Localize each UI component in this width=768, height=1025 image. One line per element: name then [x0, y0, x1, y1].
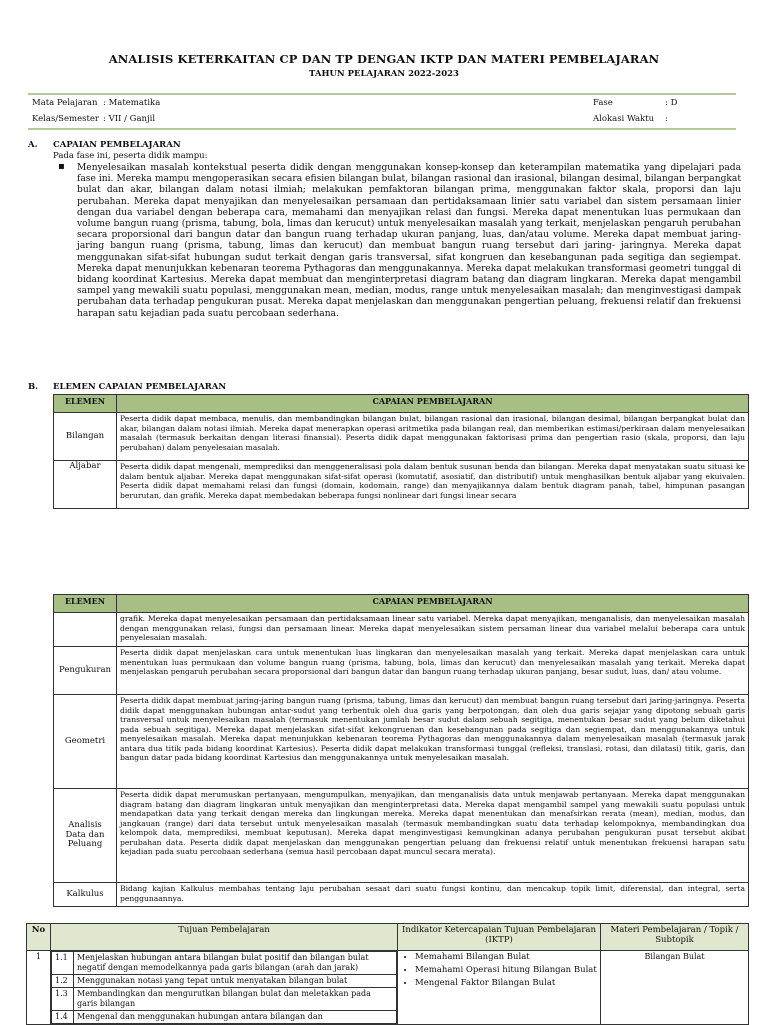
iktp-item: • Mengenal Faktor Bilangan Bulat: [415, 978, 597, 988]
alokasi-label: Alokasi Waktu: [593, 114, 655, 124]
elemen-description: grafik. Mereka dapat menyelesaikan persamaan dan pertidaksamaan linear satu variabel. Mereka dapat menyajikan, menganalisis, dan menyelesaikan masalah dengan menggunakan relasi, fungsi dan persamaan linear. Mereka dapat menyelesaikan sistem persaman linear dua variabel melalui beberapa cara untuk penyelesaian masalah.: [117, 613, 749, 647]
col-header-capaian: CAPAIAN PEMBELAJARAN: [117, 395, 749, 413]
table-row: [54, 413, 749, 461]
mapel-value: : Matematika: [103, 98, 161, 108]
document-subtitle: TAHUN PELAJARAN 2022-2023: [309, 69, 459, 79]
col-header-elemen: ELEMEN: [54, 595, 117, 613]
elemen-name: Kalkulus: [54, 883, 117, 907]
table-row: [54, 613, 749, 647]
table-header-row: [54, 595, 749, 613]
elemen-description: Peserta didik dapat membaca, menulis, dan membandingkan bilangan bulat, bilangan rasional dan irasional, bilangan desimal, bilangan berpangkat bulat dan akar, bilangan dalam notasi ilmiah. Mereka dapat menerapkan operasi aritmetika pada bilangan real, dan memberikan estimasi/perkiraan dalam menyelesaikan masalah (termasuk berkaitan dengan literasi finansial). Peserta didik dapat menggunakan faktorisasi prima dan pengertian rasio (skala, proporsi, dan laju perubahan) dalam penyelesaian masalah.: [117, 413, 749, 461]
elemen-name: Bilangan: [54, 413, 117, 461]
elemen-name: Pengukuran: [54, 647, 117, 695]
table-row: [27, 951, 749, 1025]
col-header-iktp: Indikator Ketercapaian Tujuan Pembelajaran (IKTP): [398, 924, 601, 951]
tp-item-number: 1.2: [52, 975, 74, 988]
section-a-letter: A.: [28, 140, 38, 150]
section-a-intro: Pada fase ini, peserta didik mampu:: [53, 151, 208, 161]
iktp-list: [401, 952, 597, 988]
tp-item-number: 1.3: [52, 988, 74, 1011]
tp-item: [52, 952, 397, 975]
tp-item: [52, 975, 397, 988]
capaian-pembelajaran-text: Menyelesaikan masalah kontekstual peserta didik dengan menggunakan konsep-konsep dan keterampilan matematika yang dipelajari pada fase ini. Mereka mampu mengoperasikan secara efisien bilangan bulat, bilangan rasional dan irasional, bilangan desimal, bilangan berpangkat bulat dan akar, bilangan dalam notasi ilmiah; melakukan pemfaktoran bilangan prima, menggunakan faktor skala, proporsi dan laju perubahan. Mereka dapat menyajikan dan menyelesaikan persamaan dan pertidaksamaan linier satu variabel dan sistem persamaan linier dengan dua variabel dengan beberapa cara, memahami dan menyajikan relasi dan fungsi. Mereka dapat menentukan luas permukaan dan volume bangun ruang (prisma, tabung, bola, limas dan kerucut) untuk menyelesaikan masalah yang terkait, menjelaskan pengaruh perubahan secara proporsional dari bangun datar dan bangun ruang terhadap ukuran panjang, luas, dan/atau volume. Mereka dapat membuat jaring-jaring bangun ruang (prisma, tabung, limas dan kerucut) dan membuat bangun ruang tersebut dari jaring- jaringnya. Mereka dapat menggunakan sifat-sifat hubungan sudut terkait dengan garis transversal, sifat kongruen dan kesebangunan pada segitiga dan segiempat. Mereka dapat menunjukkan kebenaran teorema Pythagoras dan menggunakannya. Mereka dapat melakukan transformasi geometri tunggal di bidang koordinat Kartesius. Mereka dapat membuat dan menginterpretasi diagram batang dan diagram lingkaran. Mereka dapat mengambil sampel yang mewakili suatu populasi, menggunakan mean, median, modus, range untuk menyelesaikan masalah; dan menginvestigasi dampak perubahan data terhadap pengukuran pusat. Mereka dapat menjelaskan dan menggunakan pengertian peluang, frekuensi relatif dan frekuensi harapan satu kejadian pada suatu percobaan sederhana.: [77, 163, 741, 319]
table-header-row: [27, 924, 749, 951]
mapel-label: Mata Pelajaran: [32, 98, 98, 108]
row-number: 1: [27, 951, 51, 1025]
col-header-elemen: ELEMEN: [54, 395, 117, 413]
iktp-item: • Memahami Bilangan Bulat: [415, 952, 597, 962]
elemen-description: Peserta didik dapat merumuskan pertanyaan, mengumpulkan, menyajikan, dan menganalisis data untuk menjawab pertanyaan. Mereka dapat menggunakan diagram batang dan diagram lingkaran untuk menyajikan dan menginterpretasi data. Mereka dapat mengambil sampel yang mewakili suatu populasi untuk mendapatkan data yang terkait dengan mereka dan lingkungan mereka. Mereka dapat menentukan dan menafsirkan rerata (mean), median, modus, dan jangkauan (range) dari data tersebut untuk menyelesaikan masalah (termasuk membandingkan suatu data terhadap kelompoknya, membandingkan dua kelompok data, memprediksi, membuat keputusan). Mereka dapat menginvestigasi kemungkinan adanya perubahan pengukuran pusat tersebut akibat perubahan data. Peserta didik dapat menjelaskan dan menggunakan pengertian peluang dan frekuensi relatif untuk menentukan frekuensi harapan satu kejadian pada suatu percobaan sederhana (semua hasil percobaan dapat muncul secara merata).: [117, 789, 749, 883]
elemen-name: Geometri: [54, 695, 117, 789]
elemen-description: Peserta didik dapat mengenali, memprediksi dan menggeneralisasi pola dalam bentuk susunan benda dan bilangan. Mereka dapat menyatakan suatu situasi ke dalam bentuk aljabar. Mereka dapat menggunakan sifat-sifat operasi (komutatif, asosiatif, dan distributif) untuk menghasilkan bentuk aljabar yang ekuivalen. Peserta didik dapat memahami relasi dan fungsi (domain, kodomain, range) dan menyajikannya dalam bentuk diagram panah, tabel, himpunan pasangan berurutan, dan grafik. Mereka dapat membedakan beberapa fungsi nonlinear dari fungsi linear secara: [117, 461, 749, 509]
elemen-table-1: [53, 394, 749, 509]
section-b-letter: B.: [28, 382, 39, 392]
table-row: [54, 789, 749, 883]
tp-item: [52, 988, 397, 1011]
document-title: ANALISIS KETERKAITAN CP DAN TP DENGAN IKTP DAN MATERI PEMBELAJARAN: [108, 52, 660, 66]
table-row: [54, 647, 749, 695]
elemen-description: Bidang kajian Kalkulus membahas tentang laju perubahan sesaat dari suatu fungsi kontinu, dan mencakup topik limit, diferensial, dan integral, serta penggunaannya.: [117, 883, 749, 907]
tp-item-number: 1.1: [52, 952, 74, 975]
identity-block: [28, 93, 736, 130]
kelas-value: : VII / Ganjil: [103, 114, 156, 124]
elemen-description: Peserta didik dapat menjelaskan cara untuk menentukan luas lingkaran dan menyelesaikan masalah yang terkait. Mereka dapat menjelaskan cara untuk menentukan luas permukaan dan volume bangun ruang (prisma, tabung, bola, limas dan kerucut) dan menyelesaikan masalah yang terkait. Mereka dapat menjelaskan pengaruh perubahan secara proporsional dari bangun datar dan bangun ruang terhadap ukuran panjang, besar sudut, luas, dan/ atau volume.: [117, 647, 749, 695]
tp-item: [52, 1011, 397, 1024]
table-row: [54, 461, 749, 509]
bullet-square-icon: ▪: [58, 161, 65, 172]
table-row: [54, 695, 749, 789]
kelas-label: Kelas/Semester: [32, 114, 99, 124]
tp-item-text: Menggunakan notasi yang tepat untuk menyatakan bilangan bulat: [74, 975, 397, 988]
tp-item-text: Mengenal dan menggunakan hubungan antara bilangan dan: [74, 1011, 397, 1024]
tp-items-table: [51, 951, 397, 1024]
col-header-tujuan: Tujuan Pembelajaran: [51, 924, 398, 951]
col-header-materi: Materi Pembelajaran / Topik / Subtopik: [601, 924, 749, 951]
tp-item-text: Menjelaskan hubungan antara bilangan bulat positif dan bilangan bulat negatif dengan memodelkannya pada garis bilangan (arah dan jarak): [74, 952, 397, 975]
alokasi-value: :: [665, 114, 668, 124]
fase-value: : D: [665, 98, 678, 108]
elemen-name: [54, 613, 117, 647]
table-row: [54, 883, 749, 907]
section-b-heading: ELEMEN CAPAIAN PEMBELAJARAN: [53, 382, 227, 392]
elemen-description: Peserta didik dapat membuat jaring-jaring bangun ruang (prisma, tabung, limas dan kerucut) dan membuat bangun ruang tersebut dari jaring-jaringnya. Peserta didik dapat menggunakan hubungan antar-sudut yang terbentuk oleh dua garis yang berpotongan, dan oleh dua garis sejajar yang dipotong sebuah garis transversal untuk menyelesaikan masalah (termasuk menentukan jumlah besar sudut dalam sebuah segitiga, menentukan besar sudut yang belum diketahui pada sebuah segitiga). Mereka dapat menjelaskan sifat-sifat kekongruenan dan kesebangunan pada segitiga dan segiempat, dan menggunakannya untuk menyelesaikan masalah. Mereka dapat menunjukkan kebenaran teorema Pythagoras dan menggunakannya dalam menyelesaikan masalah (termasuk jarak antara dua titik pada bidang koordinat Kartesius). Peserta didik dapat melakukan transformasi tunggal (refleksi, translasi, rotasi, dan dilatasi) titik, garis, dan bangun datar pada bidang koordinat Kartesius dan menggunakannya untuk menyelesaikan masalah.: [117, 695, 749, 789]
materi-cell: Bilangan Bulat: [601, 951, 749, 1025]
elemen-table-2: [53, 594, 749, 907]
tp-table: [26, 923, 749, 1025]
table-header-row: [54, 395, 749, 413]
fase-label: Fase: [593, 98, 613, 108]
elemen-name: Analisis Data dan Peluang: [54, 789, 117, 883]
iktp-item: • Memahami Operasi hitung Bilangan Bulat: [415, 965, 597, 975]
col-header-capaian: CAPAIAN PEMBELAJARAN: [117, 595, 749, 613]
elemen-name: Aljabar: [54, 461, 117, 509]
tp-item-number: 1.4: [52, 1011, 74, 1024]
col-header-no: No: [27, 924, 51, 951]
tp-item-text: Membandingkan dan mengurutkan bilangan bulat dan meletakkan pada garis bilangan: [74, 988, 397, 1011]
iktp-cell: [398, 951, 601, 1025]
section-a-heading: CAPAIAN PEMBELAJARAN: [53, 140, 181, 150]
tp-cell: [51, 951, 398, 1025]
